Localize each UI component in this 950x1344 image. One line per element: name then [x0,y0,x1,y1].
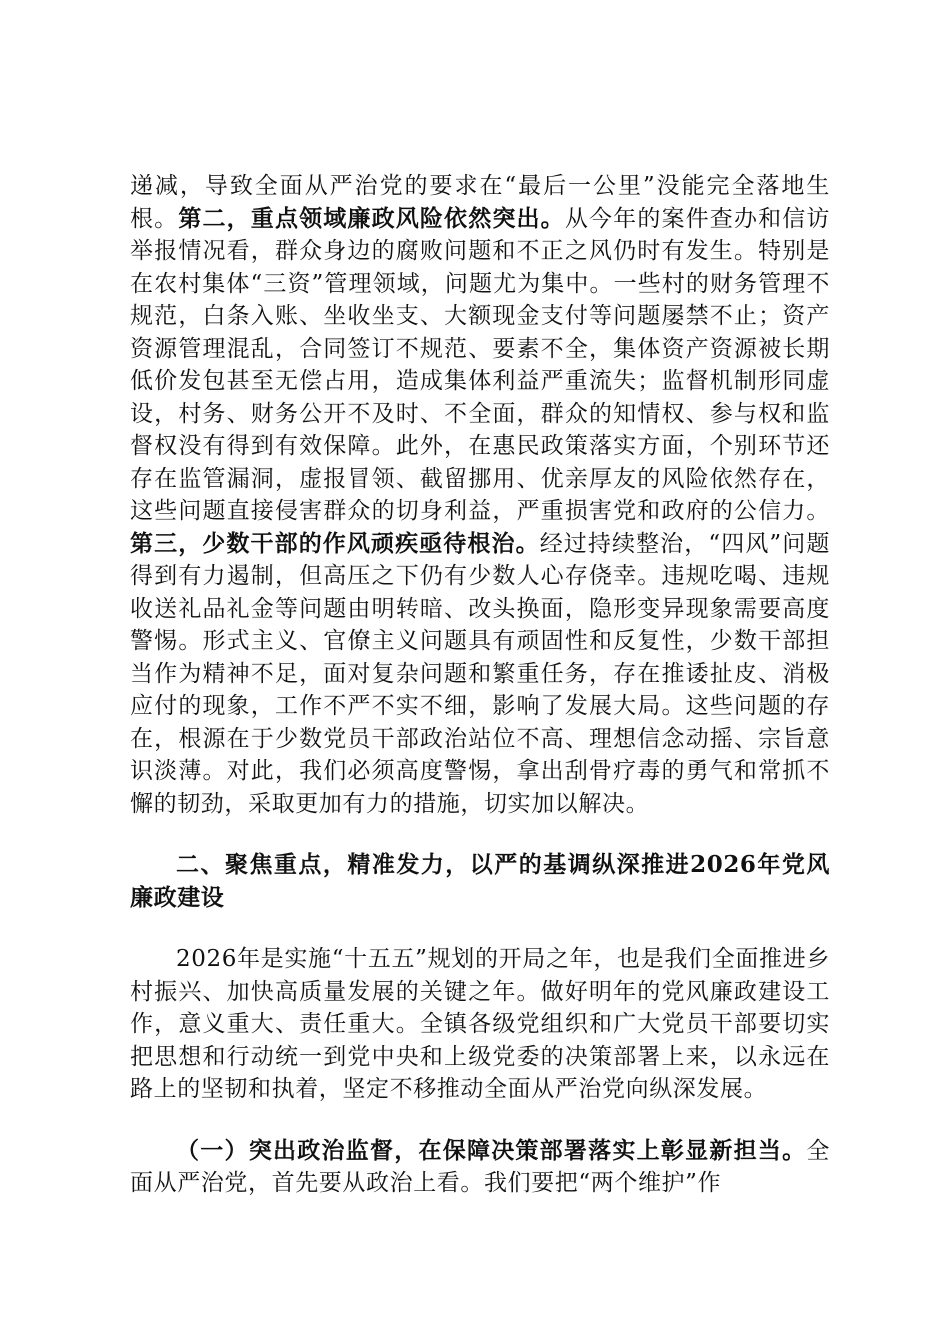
text-segment: 经过持续整治，“四风”问题得到有力遏制，但高压之下仍有少数人心存侥幸。违规吃喝、违规收送礼品礼金等问题由明转暗、改头换面，隐形变异现象需要高度警惕。形式主义、官僚主义问题具有顽固性和反复性，少数干部担当作为精神不足，面对复杂问题和繁重任务，存在推诿扯皮、消极应付的现象，工作不严不实不细，影响了发展大局。这些问题的存在，根源在于少数党员干部政治站位不高、理想信念动摇、宗旨意识淡薄。对此，我们必须高度警惕，拿出刮骨疗毒的勇气和常抓不懈的韧劲，采取更加有力的措施，切实加以解决。 [130,530,830,817]
section-heading-two [130,849,830,914]
subheading-one: （一）突出政治监督，在保障决策部署落实上彰显新担当。 [176,1136,807,1164]
document-body [130,170,830,1200]
bold-point-third: 第三，少数干部的作风顽疾亟待根治。 [130,529,540,557]
paragraph-continued-risks [130,170,830,820]
text-segment: 从今年的案件查办和信访举报情况看，群众身边的腐败问题和不正之风仍时有发生。特别是在农村集体“三资”管理领域，问题尤为集中。一些村的财务管理不规范，白条入账、坐收坐支、大额现金支付等问题屡禁不止；资产资源管理混乱，合同签订不规范、要素不全，集体资产资源被长期低价发包甚至无偿占用，造成集体利益严重流失；监督机制形同虚设，村务、财务公开不及时、不全面，群众的知情权、参与权和监督权没有得到有效保障。此外，在惠民政策落实方面，个别环节还存在监管漏洞，虚报冒领、截留挪用、优亲厚友的风险依然存在，这些问题直接侵害群众的切身利益，严重损害党和政府的公信力。 [130,205,831,524]
paragraph-2026-intro [130,943,830,1106]
bold-point-second: 第二，重点领域廉政风险依然突出。 [178,204,565,232]
text-segment: 2026年是实施“十五五”规划的开局之年，也是我们全面推进乡村振兴、加快高质量发展的关键之年。做好明年的党风廉政建设工作，意义重大、责任重大。全镇各级党组织和广大党员干部要切实把思想和行动统一到党中央和上级党委的决策部署上来，以永远在路上的坚韧和执着，坚定不移推动全面从严治党向纵深发展。 [130,946,830,1102]
text-segment: 递减，导致全面从严治党的要求在“最后一公里”没能完全落地生根。 [130,173,830,232]
paragraph-political-supervision [130,1135,830,1200]
text-segment: 全面从严治党，首先要从政治上看。我们要把“两个维护”作 [130,1137,830,1196]
section-heading-text: 二、聚焦重点，精准发力，以严的基调纵深推进2026年党风廉政建设 [130,851,830,911]
